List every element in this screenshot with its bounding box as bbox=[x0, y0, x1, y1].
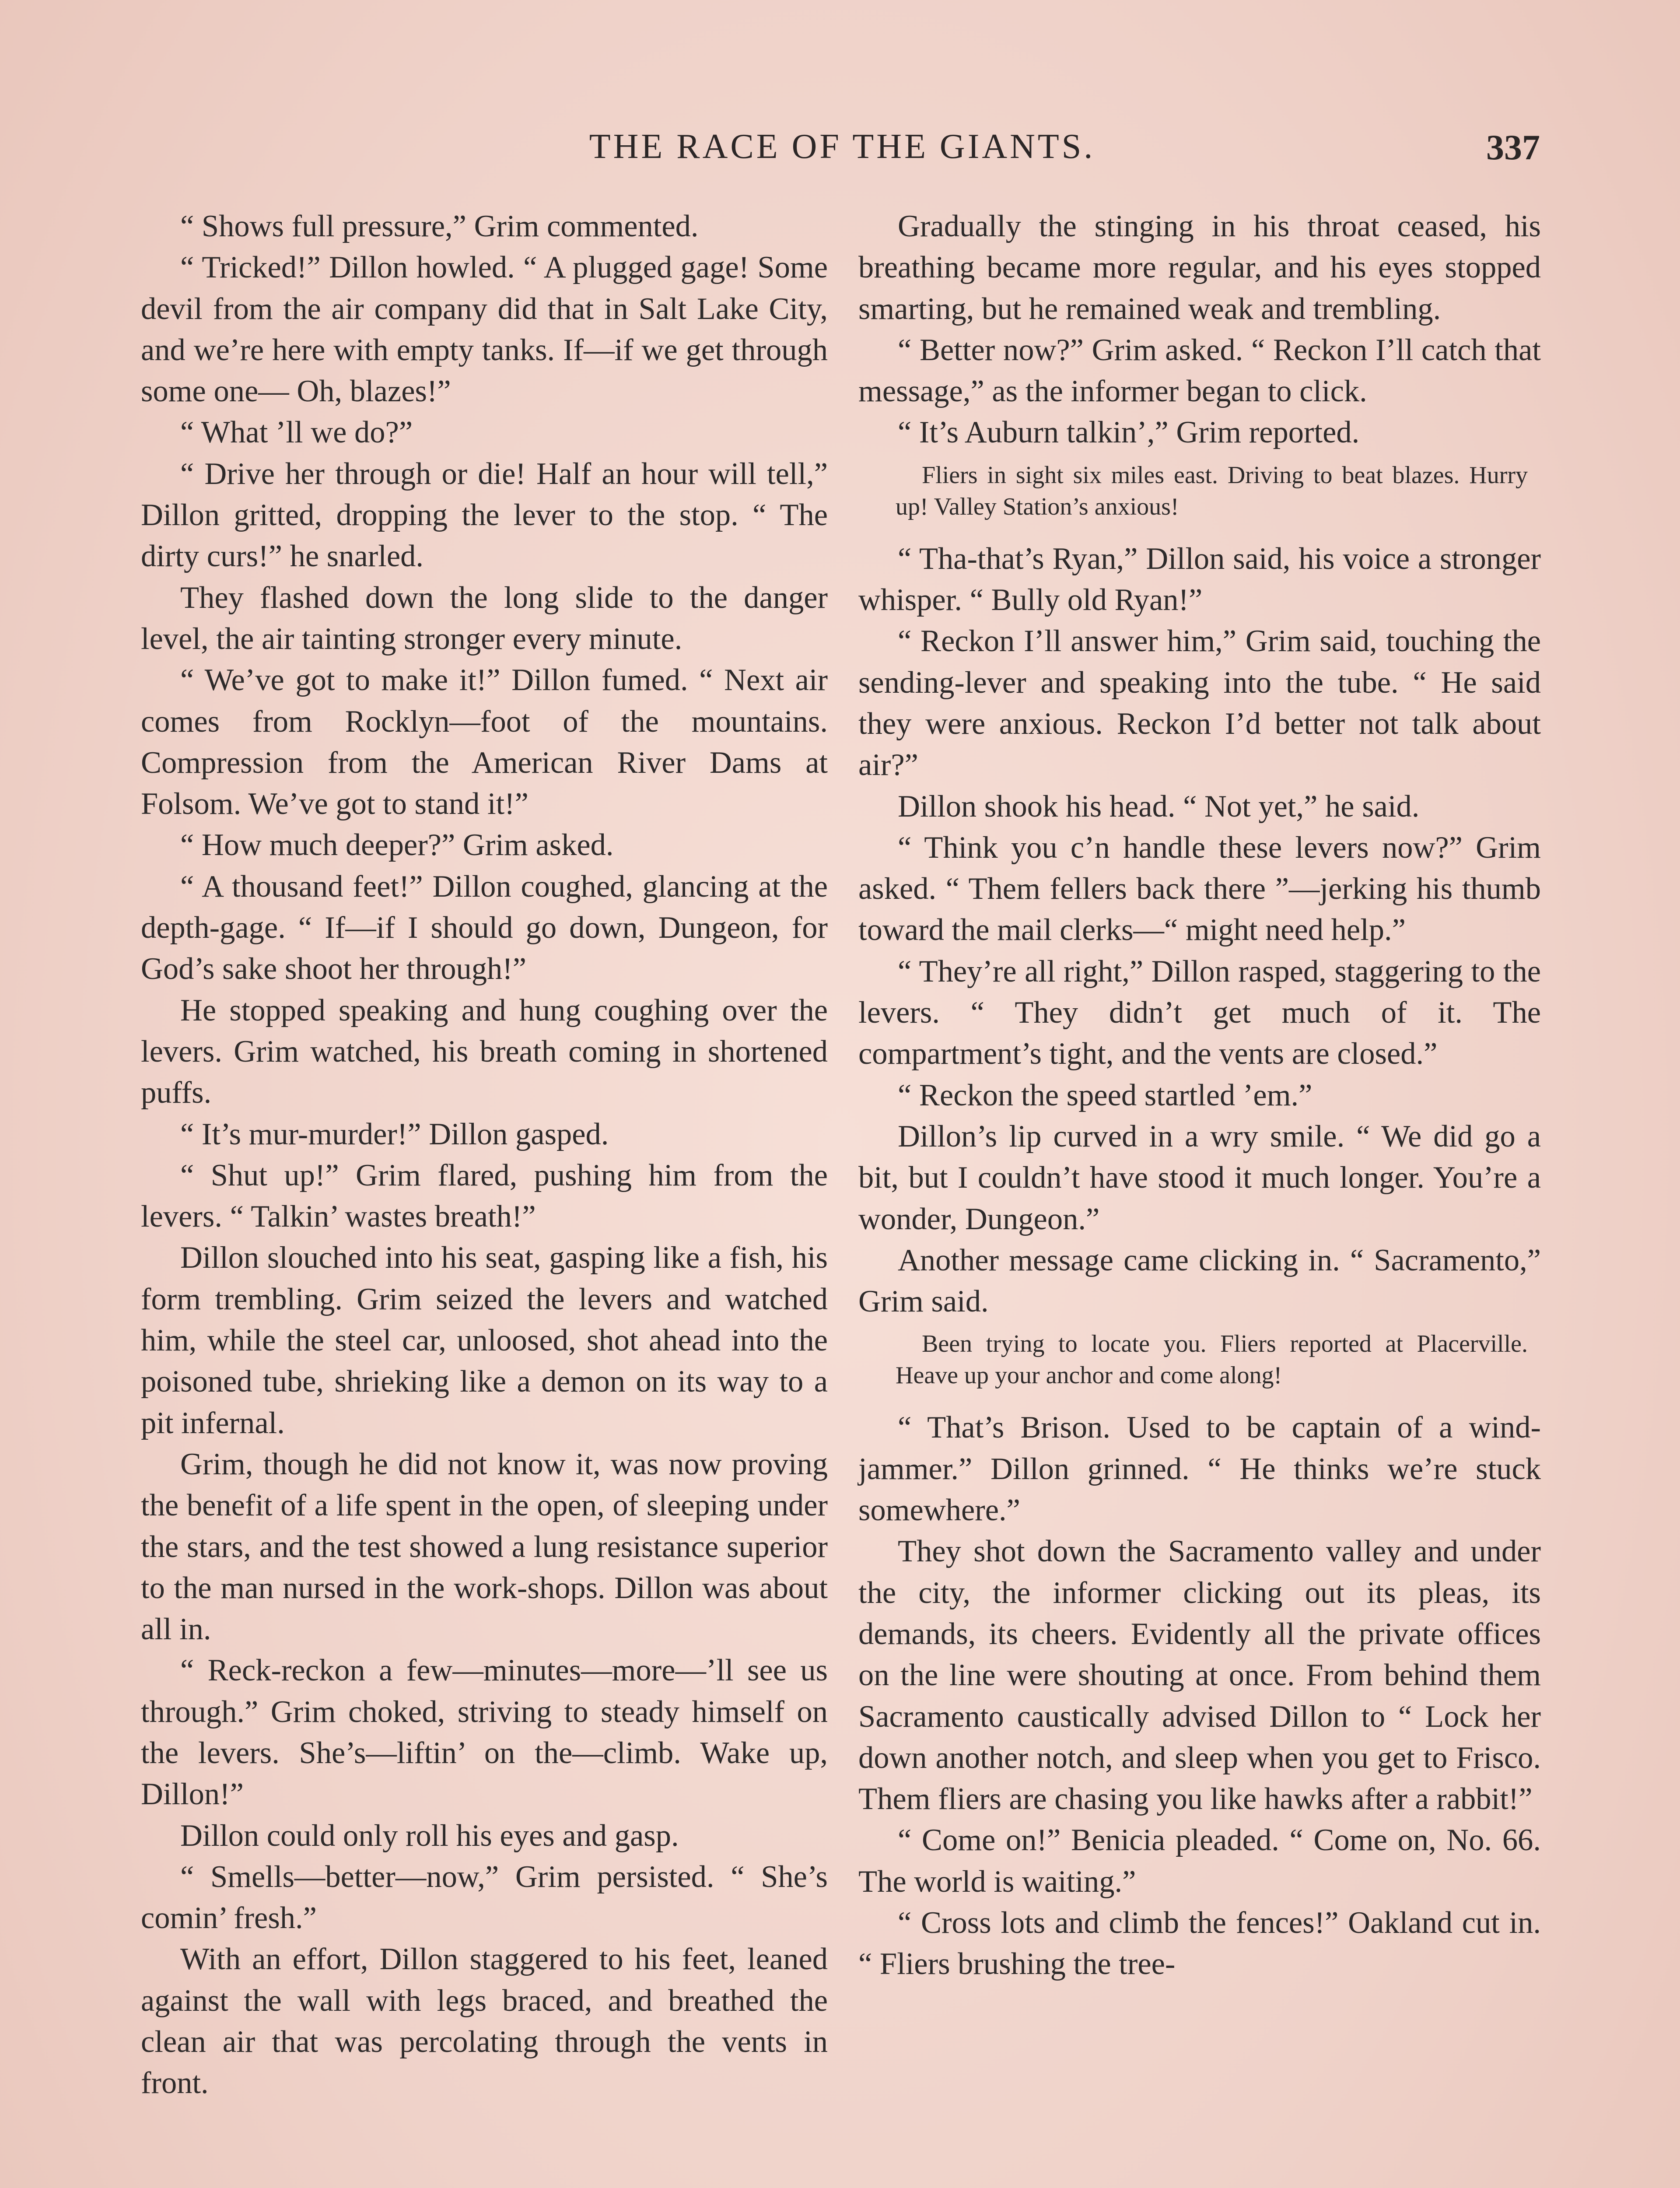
paragraph: “ Reckon the speed startled ’em.” bbox=[898, 1078, 1312, 1112]
left-column bbox=[141, 206, 828, 2104]
telegraph-message: Fliers in sight six miles east. Driving to beat blazes. Hurry up! Valley Station’s anxious! bbox=[896, 461, 1528, 520]
running-title: THE RACE OF THE GIANTS. bbox=[589, 127, 1096, 166]
paragraph: They flashed down the long slide to the danger level, the air tainting stronger every minute. bbox=[141, 580, 828, 656]
paragraph: He stopped speaking and hung coughing over the levers. Grim watched, his breath coming in shortened puffs. bbox=[141, 993, 828, 1110]
paragraph: With an effort, Dillon staggered to his feet, leaned against the wall with legs braced, and breathed the clean air that was percolating through the vents in front. bbox=[141, 1942, 828, 2100]
paragraph: “ It’s mur-murder!” Dillon gasped. bbox=[180, 1117, 609, 1151]
paragraph: “ They’re all right,” Dillon rasped, staggering to the levers. “ They didn’t get much of it. The compartment’s tight, and the vents are closed.” bbox=[858, 954, 1541, 1071]
paragraph: “ Shows full pressure,” Grim commented. bbox=[180, 209, 699, 243]
paragraph: “ It’s Auburn talkin’,” Grim reported. bbox=[898, 415, 1360, 450]
paragraph: “ Come on!” Benicia pleaded. “ Come on, No. 66. The world is waiting.” bbox=[858, 1823, 1541, 1899]
telegraph-message: Been trying to locate you. Fliers reported at Placerville. Heave up your anchor and come along! bbox=[896, 1330, 1528, 1389]
paragraph: “ Smells—better—now,” Grim persisted. “ She’s comin’ fresh.” bbox=[141, 1859, 828, 1936]
paragraph: “ A thousand feet!” Dillon coughed, glancing at the depth-gage. “ If—if I should go down, Dungeon, for God’s sake shoot her through!” bbox=[141, 869, 828, 986]
paragraph: “ Drive her through or die! Half an hour will tell,” Dillon gritted, dropping the lever to the stop. “ The dirty curs!” he snarled. bbox=[141, 456, 828, 574]
paragraph: “ Reckon I’ll answer him,” Grim said, touching the sending-lever and speaking into the tube. “ He said they were anxious. Reckon I’d better not talk about air?” bbox=[858, 624, 1541, 782]
paragraph: “ Tha-that’s Ryan,” Dillon said, his voice a stronger whisper. “ Bully old Ryan!” bbox=[858, 541, 1541, 617]
paragraph: “ Reck-reckon a few—minutes—more—’ll see us through.” Grim choked, striving to steady himself on the levers. She’s—liftin’ on the—climb. Wake up, Dillon!” bbox=[141, 1653, 828, 1812]
paragraph: “ What ’ll we do?” bbox=[180, 415, 413, 450]
paragraph: “ We’ve got to make it!” Dillon fumed. “ Next air comes from Rocklyn—foot of the mountains. Compression from the American River Dams at Folsom. We’ve got to stand it!” bbox=[141, 663, 828, 821]
paragraph: Dillon could only roll his eyes and gasp. bbox=[180, 1818, 679, 1853]
right-column bbox=[858, 206, 1541, 1985]
paragraph: “ Better now?” Grim asked. “ Reckon I’ll catch that message,” as the informer began to click. bbox=[858, 333, 1541, 409]
page-header bbox=[144, 127, 1540, 175]
paragraph: Dillon shook his head. “ Not yet,” he said. bbox=[898, 789, 1420, 824]
paragraph: Dillon’s lip curved in a wry smile. “ We did go a bit, but I couldn’t have stood it much longer. You’re a wonder, Dungeon.” bbox=[858, 1119, 1541, 1236]
paragraph: Gradually the stinging in his throat ceased, his breathing became more regular, and his eyes stopped smarting, but he remained weak and trembling. bbox=[858, 209, 1541, 326]
paragraph: “ Tricked!” Dillon howled. “ A plugged gage! Some devil from the air company did that in Salt Lake City, and we’re here with empty tanks. If—if we get through some one— Oh, blazes!” bbox=[141, 250, 828, 409]
paragraph: Another message came clicking in. “ Sacramento,” Grim said. bbox=[858, 1243, 1541, 1319]
paragraph: Dillon slouched into his seat, gasping like a fish, his form trembling. Grim seized the levers and watched him, while the steel car, unloosed, shot ahead into the poisoned tube, shrieking like a demon on its way to a pit infernal. bbox=[141, 1241, 828, 1440]
paragraph: “ That’s Brison. Used to be captain of a wind-jammer.” Dillon grinned. “ He thinks we’re stuck somewhere.” bbox=[858, 1410, 1541, 1528]
paragraph: They shot down the Sacramento valley and under the city, the informer clicking out its pleas, its demands, its cheers. Evidently all the private offices on the line were shouting at once. From behind them Sacramento caustically advised Dillon to “ Lock her down another notch, and sleep when you get to Frisco. Them fliers are chasing you like hawks after a rabbit!” bbox=[858, 1534, 1541, 1816]
paragraph: “ Shut up!” Grim flared, pushing him from the levers. “ Talkin’ wastes breath!” bbox=[141, 1158, 828, 1234]
paragraph: “ Think you c’n handle these levers now?” Grim asked. “ Them fellers back there ”—jerking his thumb toward the mail clerks—“ might need help.” bbox=[858, 830, 1541, 947]
page-number: 337 bbox=[1486, 127, 1540, 167]
paragraph: “ Cross lots and climb the fences!” Oakland cut in. “ Fliers brushing the tree- bbox=[858, 1905, 1541, 1981]
paragraph: “ How much deeper?” Grim asked. bbox=[180, 828, 614, 863]
paragraph: Grim, though he did not know it, was now proving the benefit of a life spent in the open, of sleeping under the stars, and the test showed a lung resistance superior to the man nursed in the work-shops. Dillon was about all in. bbox=[141, 1447, 828, 1647]
